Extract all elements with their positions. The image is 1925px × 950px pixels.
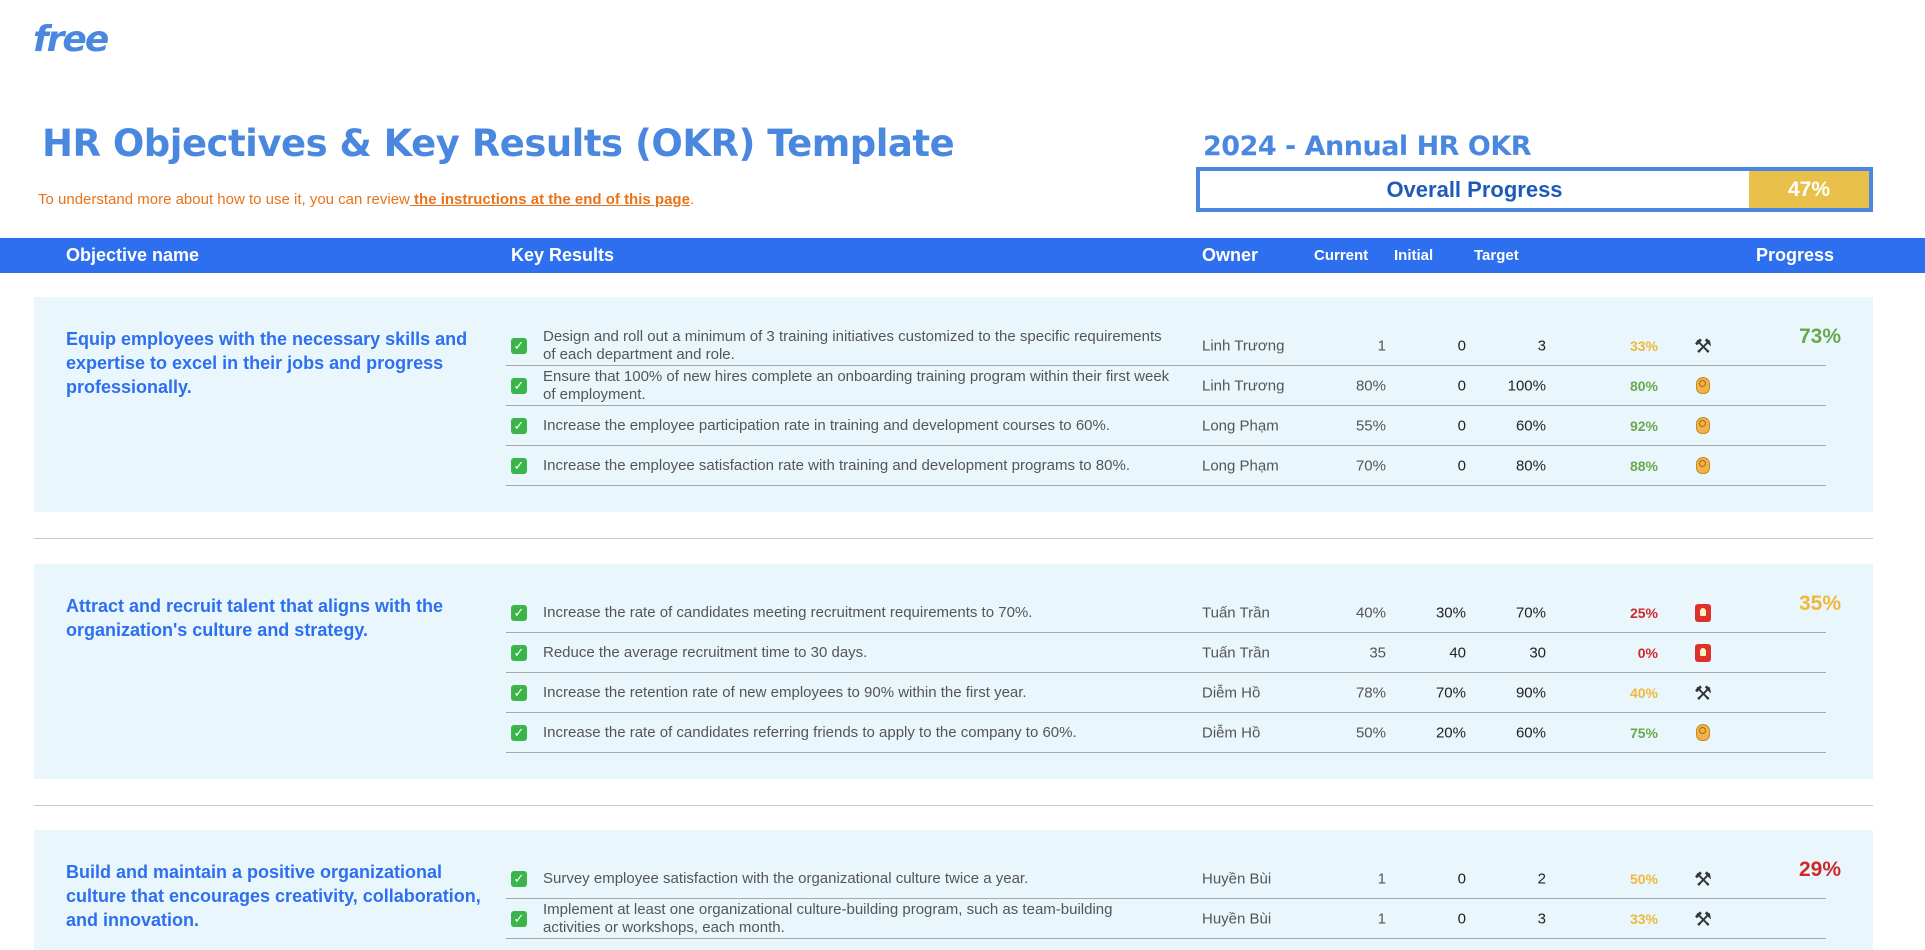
alert-light-icon xyxy=(1692,602,1714,624)
objective-progress: 29% xyxy=(1798,858,1842,881)
key-result-percent: 88% xyxy=(1629,457,1658,474)
key-result-current: 35 xyxy=(1369,644,1386,661)
key-result-owner: Diễm Hồ xyxy=(1202,724,1261,741)
key-result-owner: Linh Trương xyxy=(1202,337,1285,354)
column-current: Current xyxy=(1314,247,1369,264)
key-result-current: 55% xyxy=(1355,417,1386,434)
key-result-target: 3 xyxy=(1537,910,1546,927)
key-result-current: 1 xyxy=(1377,910,1386,927)
key-result-percent: 40% xyxy=(1629,684,1658,701)
key-result-initial: 0 xyxy=(1457,870,1466,887)
key-result-current: 70% xyxy=(1355,457,1386,474)
key-result-row xyxy=(506,899,1826,939)
key-result-target: 70% xyxy=(1515,604,1546,621)
key-result-row xyxy=(506,406,1826,446)
objective-section xyxy=(34,564,1873,779)
key-result-row xyxy=(506,446,1826,486)
checkbox-checked-icon[interactable]: ✓ xyxy=(511,458,527,474)
key-result-text: Increase the employee participation rate in training and development courses to 60%. xyxy=(543,416,1111,434)
key-result-current: 78% xyxy=(1355,684,1386,701)
key-result-text: Survey employee satisfaction with the organizational culture twice a year. xyxy=(543,869,1029,887)
alert-light-icon xyxy=(1692,642,1714,664)
objective-progress: 73% xyxy=(1798,325,1842,348)
checkbox-checked-icon[interactable]: ✓ xyxy=(511,378,527,394)
free-logo xyxy=(33,18,107,62)
column-objective: Objective name xyxy=(66,245,200,265)
key-result-text: Design and roll out a minimum of 3 training initiatives customized to the specific requirements of each department and role. xyxy=(543,327,1162,363)
key-result-row xyxy=(506,326,1826,366)
key-result-initial: 20% xyxy=(1435,724,1466,741)
logo-text: free xyxy=(33,19,108,60)
overall-progress-box xyxy=(1196,167,1873,212)
key-result-percent: 80% xyxy=(1629,377,1658,394)
key-result-owner: Long Phạm xyxy=(1202,417,1279,434)
key-result-initial: 30% xyxy=(1435,604,1466,621)
annual-title: 2024 - Annual HR OKR xyxy=(1203,131,1532,162)
instructions-link[interactable]: the instructions at the end of this page xyxy=(409,191,690,208)
key-result-initial: 70% xyxy=(1435,684,1466,701)
subtitle-prefix: To understand more about how to use it, you can review xyxy=(38,191,410,208)
objective-section xyxy=(34,297,1873,512)
key-result-current: 40% xyxy=(1355,604,1386,621)
key-result-text: Reduce the average recruitment time to 30 days. xyxy=(543,643,868,661)
key-result-text: Increase the rate of candidates meeting recruitment requirements to 70%. xyxy=(543,603,1033,621)
objective-name: Equip employees with the necessary skills and expertise to excel in their jobs and progress professionally. xyxy=(66,329,468,397)
key-result-percent: 25% xyxy=(1629,604,1658,621)
checkbox-checked-icon[interactable]: ✓ xyxy=(511,725,527,741)
key-result-text: Implement at least one organizational culture-building program, such as team-building activities or workshops, each month. xyxy=(543,900,1113,936)
key-result-percent: 92% xyxy=(1629,417,1658,434)
checkbox-checked-icon[interactable]: ✓ xyxy=(511,645,527,661)
key-result-initial: 0 xyxy=(1457,337,1466,354)
key-result-target: 3 xyxy=(1537,337,1546,354)
key-result-target: 2 xyxy=(1537,870,1546,887)
key-result-percent: 75% xyxy=(1629,724,1658,741)
page-title: HR Objectives & Key Results (OKR) Template xyxy=(42,122,955,165)
objective-section xyxy=(34,830,1873,950)
key-result-target: 60% xyxy=(1515,417,1546,434)
key-result-current: 80% xyxy=(1355,377,1386,394)
key-result-row xyxy=(506,673,1826,713)
ok-hand-icon xyxy=(1692,415,1714,437)
key-result-row xyxy=(506,859,1826,899)
key-result-text: Increase the employee satisfaction rate with training and development programs to 80%. xyxy=(543,456,1130,474)
column-owner: Owner xyxy=(1202,245,1259,265)
key-result-owner: Diễm Hồ xyxy=(1202,684,1261,701)
key-result-owner: Huyền Bùi xyxy=(1202,870,1272,887)
key-result-target: 60% xyxy=(1515,724,1546,741)
key-result-target: 90% xyxy=(1515,684,1546,701)
key-result-owner: Long Phạm xyxy=(1202,457,1279,474)
objective-progress: 35% xyxy=(1798,592,1842,615)
key-result-text: Increase the rate of candidates referring friends to apply to the company to 60%. xyxy=(543,723,1077,741)
tools-icon: ⚒ xyxy=(1694,680,1712,705)
checkbox-checked-icon[interactable]: ✓ xyxy=(511,685,527,701)
key-result-row xyxy=(506,593,1826,633)
ok-hand-icon xyxy=(1692,722,1714,744)
key-result-row xyxy=(506,633,1826,673)
objective-name: Attract and recruit talent that aligns with the organization's culture and strategy. xyxy=(66,596,444,640)
subtitle xyxy=(38,191,694,208)
overall-progress-value: 47% xyxy=(1749,171,1869,208)
key-result-percent: 50% xyxy=(1629,870,1658,887)
ok-hand-icon xyxy=(1692,375,1714,397)
column-header-bar xyxy=(0,238,1925,273)
key-result-percent: 33% xyxy=(1629,337,1658,354)
tools-icon: ⚒ xyxy=(1694,906,1712,931)
key-result-initial: 40 xyxy=(1449,644,1466,661)
section-divider xyxy=(34,538,1873,539)
subtitle-suffix: . xyxy=(689,191,695,208)
key-result-owner: Huyền Bùi xyxy=(1202,910,1272,927)
checkbox-checked-icon[interactable]: ✓ xyxy=(511,911,527,927)
key-result-owner: Linh Trương xyxy=(1202,377,1285,394)
tools-icon: ⚒ xyxy=(1694,866,1712,891)
checkbox-checked-icon[interactable]: ✓ xyxy=(511,605,527,621)
column-initial: Initial xyxy=(1394,247,1434,264)
key-result-target: 100% xyxy=(1507,377,1546,394)
section-divider xyxy=(34,805,1873,806)
key-result-owner: Tuấn Trần xyxy=(1202,604,1270,621)
checkbox-checked-icon[interactable]: ✓ xyxy=(511,338,527,354)
key-result-initial: 0 xyxy=(1457,417,1466,434)
key-result-current: 50% xyxy=(1355,724,1386,741)
key-result-percent: 0% xyxy=(1637,644,1658,661)
key-result-row xyxy=(506,713,1826,753)
tools-icon: ⚒ xyxy=(1694,333,1712,358)
key-result-text: Increase the retention rate of new employees to 90% within the first year. xyxy=(543,683,1027,701)
key-result-text: Ensure that 100% of new hires complete an onboarding training program within their first week of employment. xyxy=(543,367,1170,403)
key-result-owner: Tuấn Trần xyxy=(1202,644,1270,661)
checkbox-checked-icon[interactable]: ✓ xyxy=(511,418,527,434)
key-result-initial: 0 xyxy=(1457,457,1466,474)
column-key-results: Key Results xyxy=(511,245,615,265)
overall-progress-label: Overall Progress xyxy=(1386,176,1563,202)
column-progress: Progress xyxy=(1756,245,1835,265)
checkbox-checked-icon[interactable]: ✓ xyxy=(511,871,527,887)
key-result-initial: 0 xyxy=(1457,910,1466,927)
key-result-target: 30 xyxy=(1529,644,1546,661)
key-result-initial: 0 xyxy=(1457,377,1466,394)
key-result-current: 1 xyxy=(1377,337,1386,354)
key-result-row xyxy=(506,366,1826,406)
ok-hand-icon xyxy=(1692,455,1714,477)
key-result-target: 80% xyxy=(1515,457,1546,474)
key-result-current: 1 xyxy=(1377,870,1386,887)
key-result-percent: 33% xyxy=(1629,910,1658,927)
column-target: Target xyxy=(1474,247,1519,264)
objective-name: Build and maintain a positive organizational culture that encourages creativity, collaboration, and innovation. xyxy=(66,862,481,930)
